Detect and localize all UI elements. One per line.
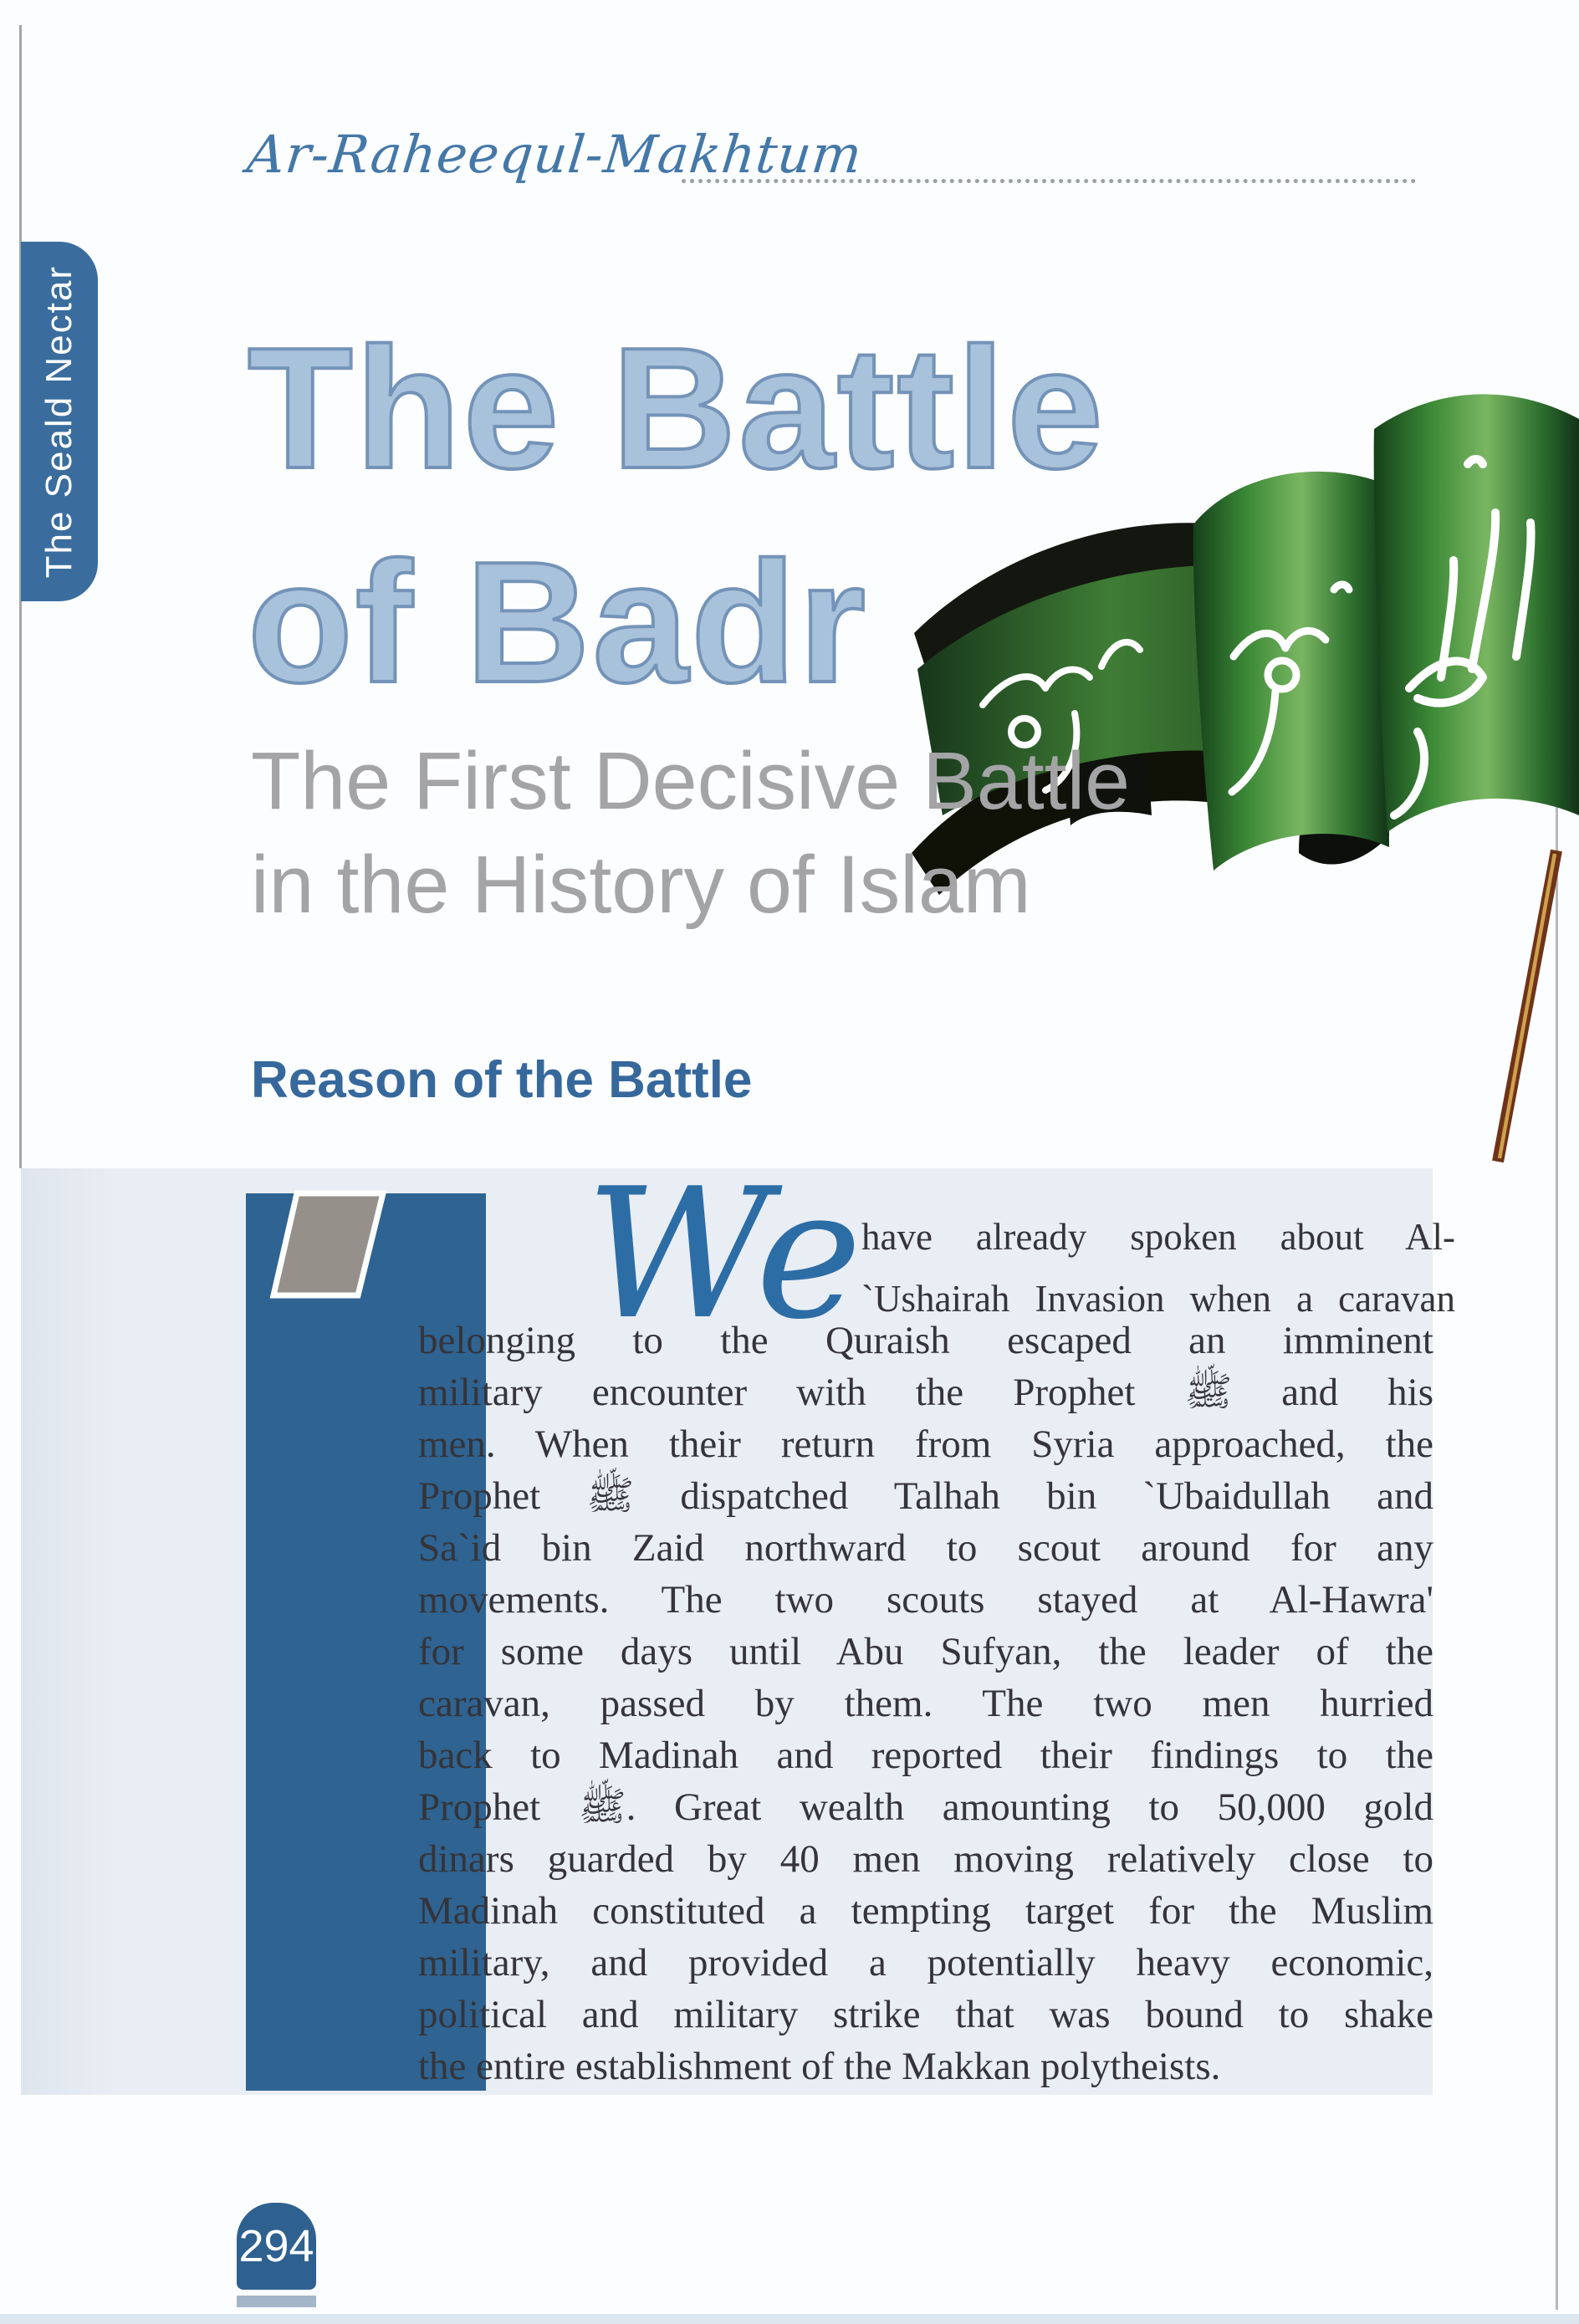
page-number: 294	[238, 2221, 314, 2271]
text-line: the entire establishment of the Makkan polytheists.	[418, 2045, 1221, 2088]
flag-pole	[1498, 850, 1556, 1162]
section-heading: Reason of the Battle	[251, 1051, 753, 1109]
page-number-badge	[237, 2203, 316, 2290]
text-line: have already spoken about Al-	[861, 1216, 1455, 1258]
title-line-1: The Battle	[248, 312, 1106, 504]
paragraph-body	[418, 1315, 1433, 2092]
text-line: Prophet ﷺ. Great wealth amounting to 50,000 gold	[418, 1785, 1433, 1829]
text-line: caravan, passed by them. The two men hurried	[418, 1682, 1433, 1725]
text-line: movements. The two scouts stayed at Al-Hawra'	[418, 1578, 1433, 1622]
text-line: Prophet ﷺ dispatched Talhah bin `Ubaidullah and	[418, 1474, 1433, 1518]
text-line: men. When their return from Syria approached, the	[418, 1422, 1433, 1466]
text-line: `Ushairah Invasion when a caravan	[861, 1278, 1455, 1320]
dropcap-we: We	[585, 1149, 862, 1359]
title-line-2: of Badr	[248, 526, 868, 718]
text-line: military encounter with the Prophet ﷺ and his	[418, 1371, 1433, 1414]
header-dotted-rule	[682, 144, 1416, 183]
bottom-edge-strip	[0, 2314, 1579, 2324]
text-line: political and military strike that was bound to shake	[418, 1993, 1433, 2036]
text-line: dinars guarded by 40 men moving relatively close to	[418, 1837, 1433, 1881]
subtitle-line-1: The First Decisive Battle	[251, 735, 1131, 826]
page-subtitle	[251, 729, 1130, 937]
accent-parallelogram	[246, 1190, 486, 1324]
text-line: belonging to the Quraish escaped an imminent	[418, 1319, 1433, 1362]
running-header: Ar-Raheequl-Makhtum	[244, 124, 866, 185]
text-line: Sa`id bin Zaid northward to scout around for any	[418, 1526, 1433, 1570]
page-number-underline	[237, 2296, 316, 2307]
sidebar-tab-label: The Seald Nectar	[38, 264, 79, 579]
text-line: military, and provided a potentially heavy economic,	[418, 1941, 1433, 1984]
text-line: back to Madinah and reported their findings to the	[418, 1734, 1433, 1777]
text-line: for some days until Abu Sufyan, the leader of the	[418, 1630, 1433, 1673]
text-line: Madinah constituted a tempting target for the Muslim	[418, 1889, 1433, 1933]
sidebar-tab	[21, 242, 98, 601]
paragraph-intro	[861, 1206, 1455, 1330]
subtitle-line-2: in the History of Islam	[251, 839, 1031, 930]
